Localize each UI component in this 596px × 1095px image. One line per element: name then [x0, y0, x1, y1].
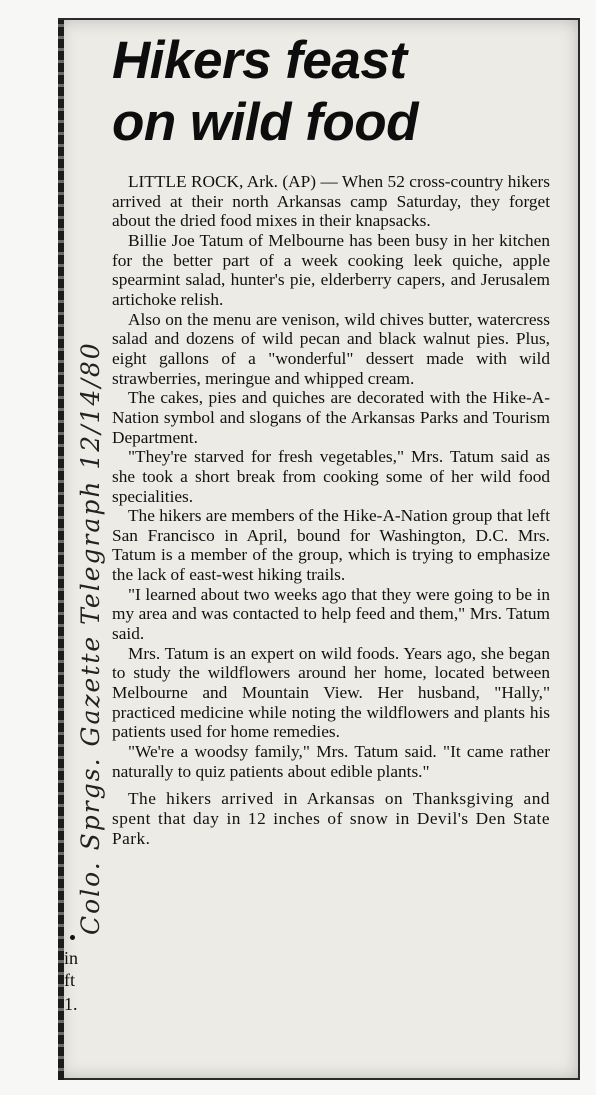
article-headline — [112, 30, 552, 154]
margin-fragment: in — [64, 948, 79, 968]
paragraph: "We're a woodsy family," Mrs. Tatum said. "It came rather naturally to quiz patients about edible plants." — [112, 742, 550, 781]
paragraph: The hikers are members of the Hike-A-Nation group that left San Francisco in April, bound for Washington, D.C. Mrs. Tatum is a member of the group, which is trying to emphasize the lack of east-west hiking trails. — [112, 506, 550, 585]
headline-line-2: on wild food — [112, 93, 419, 152]
paragraph: Mrs. Tatum is an expert on wild foods. Years ago, she began to study the wildflowers around her home, located between Melbourne and Mountain View. Her husband, "Hally," practiced medicine while noting the wildflowers and plants his patients used for home remedies. — [112, 643, 550, 742]
paragraph: The cakes, pies and quiches are decorated with the Hike-A-Nation symbol and slogans of the Arkansas Parks and Tourism Department. — [112, 388, 550, 447]
margin-fragment: 1. — [64, 994, 78, 1014]
handwritten-source-note: Colo. Sprgs. Gazette Telegraph 12/14/80 — [76, 341, 105, 935]
bullet-dot — [70, 935, 75, 940]
margin-fragment: ft — [64, 970, 75, 990]
paragraph: Also on the menu are venison, wild chives butter, watercress salad and dozens of wild pecan and black walnut pies. Plus, eight gallons of a "wonderful" dessert made with wild strawberries, meringue and whipped cream. — [112, 309, 550, 388]
headline-line-1: Hikers feast — [112, 31, 407, 90]
paragraph-final: The hikers arrived in Arkansas on Thanksgiving and spent that day in 12 inches of snow in Devil's Den State Park. — [112, 789, 550, 848]
paragraph: "They're starved for fresh vegetables," Mrs. Tatum said as she took a short break from cooking some of her wild food specialities. — [112, 447, 550, 506]
article-body — [112, 172, 550, 848]
paragraph: Billie Joe Tatum of Melbourne has been busy in her kitchen for the better part of a week cooking leek quiche, apple spearmint salad, hunter's pie, elderberry capers, and Jerusalem artichoke relish. — [112, 230, 550, 309]
paragraph: "I learned about two weeks ago that they were going to be in my area and was contacted to help feed and them," Mrs. Tatum said. — [112, 584, 550, 644]
paragraph-dateline: LITTLE ROCK, Ark. (AP) — When 52 cross-country hikers arrived at their north Arkansas camp Saturday, they forget about the dried food mixes in their knapsacks. — [112, 172, 550, 231]
torn-edge — [58, 20, 64, 1080]
